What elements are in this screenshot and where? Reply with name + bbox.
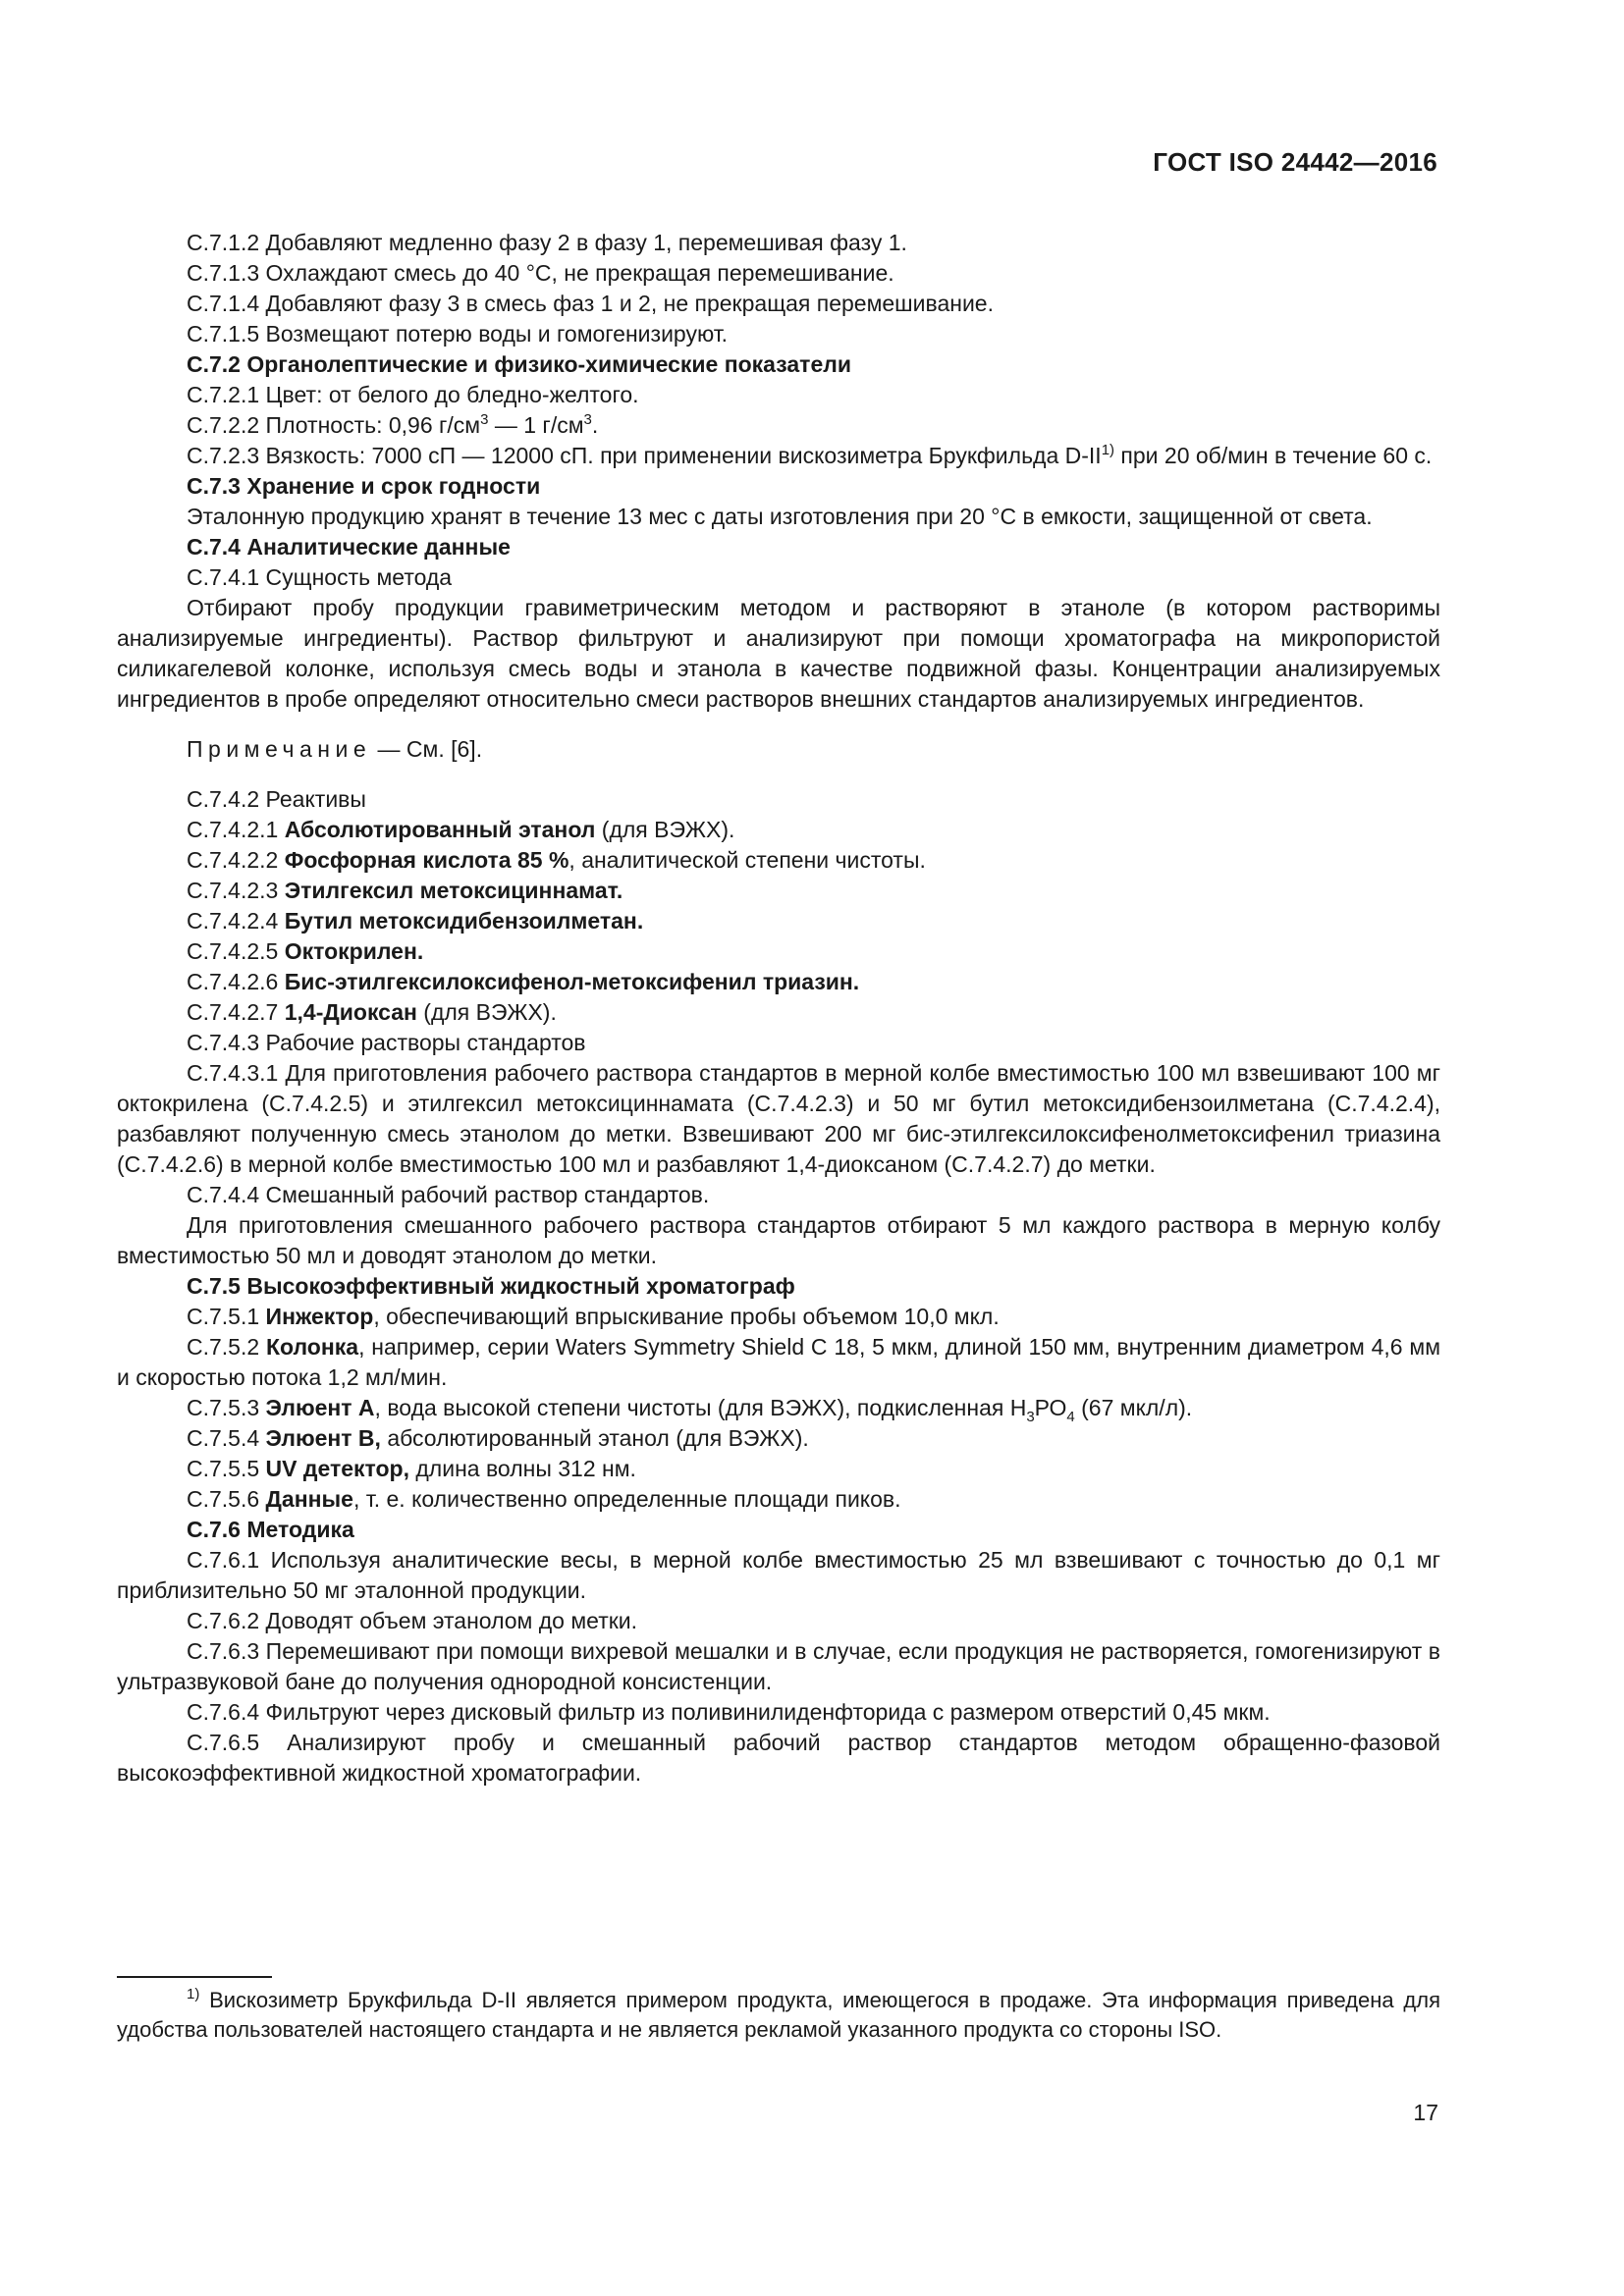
page-number: 17 <box>1413 2100 1438 2125</box>
document-body <box>117 228 1440 1789</box>
clause-c7-4-3: С.7.4.3 Рабочие растворы стандартов <box>187 1030 586 1055</box>
reagent-c7-4-2-5: С.7.4.2.5 Октокрилен. <box>187 938 424 964</box>
document-header-title: ГОСТ ISO 24442—2016 <box>1153 147 1437 177</box>
clause-c7-6-5: С.7.6.5 Анализируют пробу и смешанный рабочий раствор стандартов методом обращенно-фазовой высокоэффективной жидкостной хроматографии. <box>117 1730 1440 1786</box>
section-heading-c7-5: С.7.5 Высокоэффективный жидкостный хроматограф <box>187 1273 795 1299</box>
clause-c7-1-4: С.7.1.4 Добавляют фазу 3 в смесь фаз 1 и 2, не прекращая перемешивание. <box>187 291 994 316</box>
clause-c7-1-2: С.7.1.2 Добавляют медленно фазу 2 в фазу 1, перемешивая фазу 1. <box>187 230 907 255</box>
equipment-c7-5-5: С.7.5.5 UV детектор, длина волны 312 нм. <box>187 1456 636 1481</box>
clause-c7-2-3: С.7.2.3 Вязкость: 7000 сП — 12000 сП. при применении вискозиметра Брукфильда D-II$^{1)}$ при 20 об/мин в течение 60 с. <box>187 442 1433 468</box>
reagent-c7-4-2-7: С.7.4.2.7 1,4-Диоксан (для ВЭЖХ). <box>187 999 557 1025</box>
clause-c7-2-1: С.7.2.1 Цвет: от белого до бледно-желтого. <box>187 382 639 407</box>
clause-c7-4-1: С.7.4.1 Сущность метода <box>187 564 453 590</box>
clause-c7-4-2: С.7.4.2 Реактивы <box>187 786 366 812</box>
section-heading-c7-3: С.7.3 Хранение и срок годности <box>187 473 541 499</box>
footnote-marker: 1) <box>187 1986 200 2002</box>
note-label: Примечание <box>187 736 372 762</box>
footnote-text: $^{1)}$ Вискозиметр Брукфильда D-II является примером продукта, имеющегося в продаже. Эта информация приведена для удобства пользователей настоящего стандарта и не является рекламой указанного продукта со стороны ISO. <box>117 1986 1440 2042</box>
footnote-divider <box>117 1976 272 1978</box>
paragraph-storage: Эталонную продукцию хранят в течение 13 мес с даты изготовления при 20 °С в емкости, защищенной от света. <box>187 504 1373 529</box>
clause-c7-4-3-1: С.7.4.3.1 Для приготовления рабочего раствора стандартов в мерной колбе вместимостью 100 мл взвешивают 100 мг октокрилена (С.7.4.2.5) и этилгексил метоксициннамата (С.7.4.2.3) и 50 мг бутил метоксидибензоилметана (С.7.4.2.4), разбавляют полученную смесь этанолом до метки. Взвешивают 200 мг бис-этилгексилоксифенолметоксифенил триазина (С.7.4.2.6) в мерной колбе вместимостью 100 мл и разбавляют 1,4-диоксаном (С.7.4.2.7) до метки. <box>117 1060 1440 1177</box>
section-heading-c7-2: С.7.2 Органолептические и физико-химические показатели <box>187 351 851 377</box>
footnote <box>117 1986 1440 2045</box>
clause-c7-1-3: С.7.1.3 Охлаждают смесь до 40 °С, не прекращая перемешивание. <box>187 260 894 286</box>
note <box>117 734 1440 765</box>
equipment-c7-5-6: С.7.5.6 Данные, т. е. количественно определенные площади пиков. <box>187 1486 901 1512</box>
section-heading-c7-6: С.7.6 Методика <box>187 1517 354 1542</box>
equipment-c7-5-2: С.7.5.2 Колонка, например, серии Waters Symmetry Shield С 18, 5 мкм, длиной 150 мм, внутренним диаметром 4,6 мм и скоростью потока 1,2 мл/мин. <box>117 1334 1441 1390</box>
clause-c7-6-2: С.7.6.2 Доводят объем этанолом до метки. <box>187 1608 638 1633</box>
reagent-c7-4-2-6: С.7.4.2.6 Бис-этилгексилоксифенол-метоксифенил триазин. <box>187 969 860 994</box>
equipment-c7-5-3: С.7.5.3 Элюент А, вода высокой степени чистоты (для ВЭЖХ), подкисленная $Н_3РО_4$ (67 мкл/л). <box>187 1395 1193 1425</box>
reagent-c7-4-2-3: С.7.4.2.3 Этилгексил метоксициннамат. <box>187 878 623 903</box>
clause-c7-4-4: С.7.4.4 Смешанный рабочий раствор стандартов. <box>187 1182 710 1207</box>
reagent-c7-4-2-4: С.7.4.2.4 Бутил метоксидибензоилметан. <box>187 908 644 934</box>
note-text: — См. [6]. <box>371 736 483 762</box>
clause-c7-2-2: С.7.2.2 Плотность: 0,96 $г/см^3$ — 1 $г/см^3$. <box>187 411 599 438</box>
clause-c7-1-5: С.7.1.5 Возмещают потерю воды и гомогенизируют. <box>187 321 729 347</box>
reagent-c7-4-2-2: С.7.4.2.2 Фосфорная кислота 85 %, аналитической степени чистоты. <box>187 847 926 873</box>
paragraph-mixed-solution: Для приготовления смешанного рабочего раствора стандартов отбирают 5 мл каждого раствора в мерную колбу вместимостью 50 мл и доводят этанолом до метки. <box>117 1212 1440 1268</box>
clause-c7-6-1: С.7.6.1 Используя аналитические весы, в мерной колбе вместимостью 25 мл взвешивают с точностью до 0,1 мг приблизительно 50 мг эталонной продукции. <box>117 1547 1440 1603</box>
clause-c7-6-3: С.7.6.3 Перемешивают при помощи вихревой мешалки и в случае, если продукция не растворяется, гомогенизируют в ультразвуковой бане до получения однородной консистенции. <box>117 1638 1440 1694</box>
reagent-c7-4-2-1: С.7.4.2.1 Абсолютированный этанол (для ВЭЖХ). <box>187 817 735 842</box>
clause-c7-6-4: С.7.6.4 Фильтруют через дисковый фильтр из поливинилиденфторида с размером отверстий 0,45 мкм. <box>187 1699 1271 1725</box>
section-heading-c7-4: С.7.4 Аналитические данные <box>187 534 511 560</box>
equipment-c7-5-4: С.7.5.4 Элюент В, абсолютированный этанол (для ВЭЖХ). <box>187 1425 809 1451</box>
equipment-c7-5-1: С.7.5.1 Инжектор, обеспечивающий впрыскивание пробы объемом 10,0 мкл. <box>187 1304 1000 1329</box>
paragraph-method-principle: Отбирают пробу продукции гравиметрическим методом и растворяют в этаноле (в котором растворимы анализируемые ингредиенты). Раствор фильтруют и анализируют при помощи хроматографа на микропористой силикагелевой колонке, используя смесь воды и этанола в качестве подвижной фазы. Концентрации анализируемых ингредиентов в пробе определяют относительно смеси растворов внешних стандартов анализируемых ингредиентов. <box>117 595 1440 712</box>
footnote-reference: 1) <box>1101 442 1115 458</box>
